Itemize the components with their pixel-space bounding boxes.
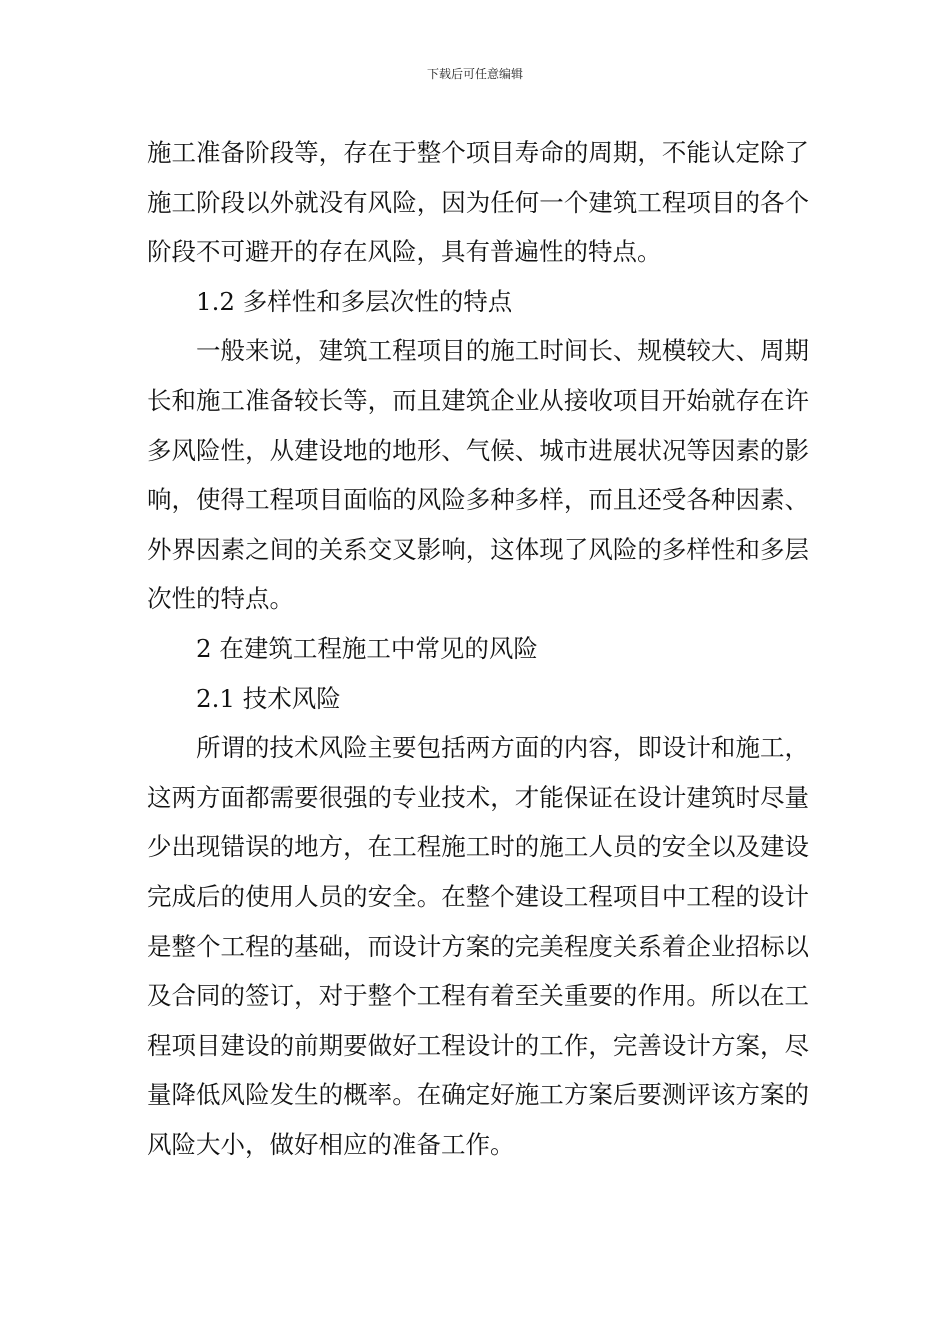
section-heading-2: 2 在建筑工程施工中常见的风险 — [196, 633, 538, 663]
paragraph-continuation: 施工准备阶段等，存在于整个项目寿命的周期，不能认定除了施工阶段以外就没有风险，因为任何一个建筑工程项目的各个阶段不可避开的存在风险，具有普遍性的特点。 — [147, 138, 809, 267]
paragraph-diversity: 一般来说，建筑工程项目的施工时间长、规模较大、周期长和施工准备较长等，而且建筑企业从接收项目开始就存在许多风险性，从建设地的地形、气候、城市进展状况等因素的影响，使得工程项目面临的风险多种多样，而且还受各种因素、外界因素之间的关系交叉影响，这体现了风险的多样性和多层次性的特点。 — [147, 336, 809, 614]
section-heading-2-1: 2.1 技术风险 — [196, 683, 341, 713]
page-header: 下载后可任意编辑 — [426, 67, 523, 81]
paragraph-technical-risk: 所谓的技术风险主要包括两方面的内容，即设计和施工，这两方面都需要很强的专业技术，才能保证在设计建筑时尽量少出现错误的地方，在工程施工时的施工人员的安全以及建设完成后的使用人员的安全。在整个建设工程项目中工程的设计是整个工程的基础，而设计方案的完美程度关系着企业招标以及合同的签订，对于整个工程有着至关重要的作用。所以在工程项目建设的前期要做好工程设计的工作，完善设计方案，尽量降低风险发生的概率。在确定好施工方案后要测评该方案的风险大小，做好相应的准备工作。 — [147, 733, 809, 1159]
document-body — [147, 128, 809, 1169]
section-heading-1-2: 1.2 多样性和多层次性的特点 — [196, 286, 513, 316]
